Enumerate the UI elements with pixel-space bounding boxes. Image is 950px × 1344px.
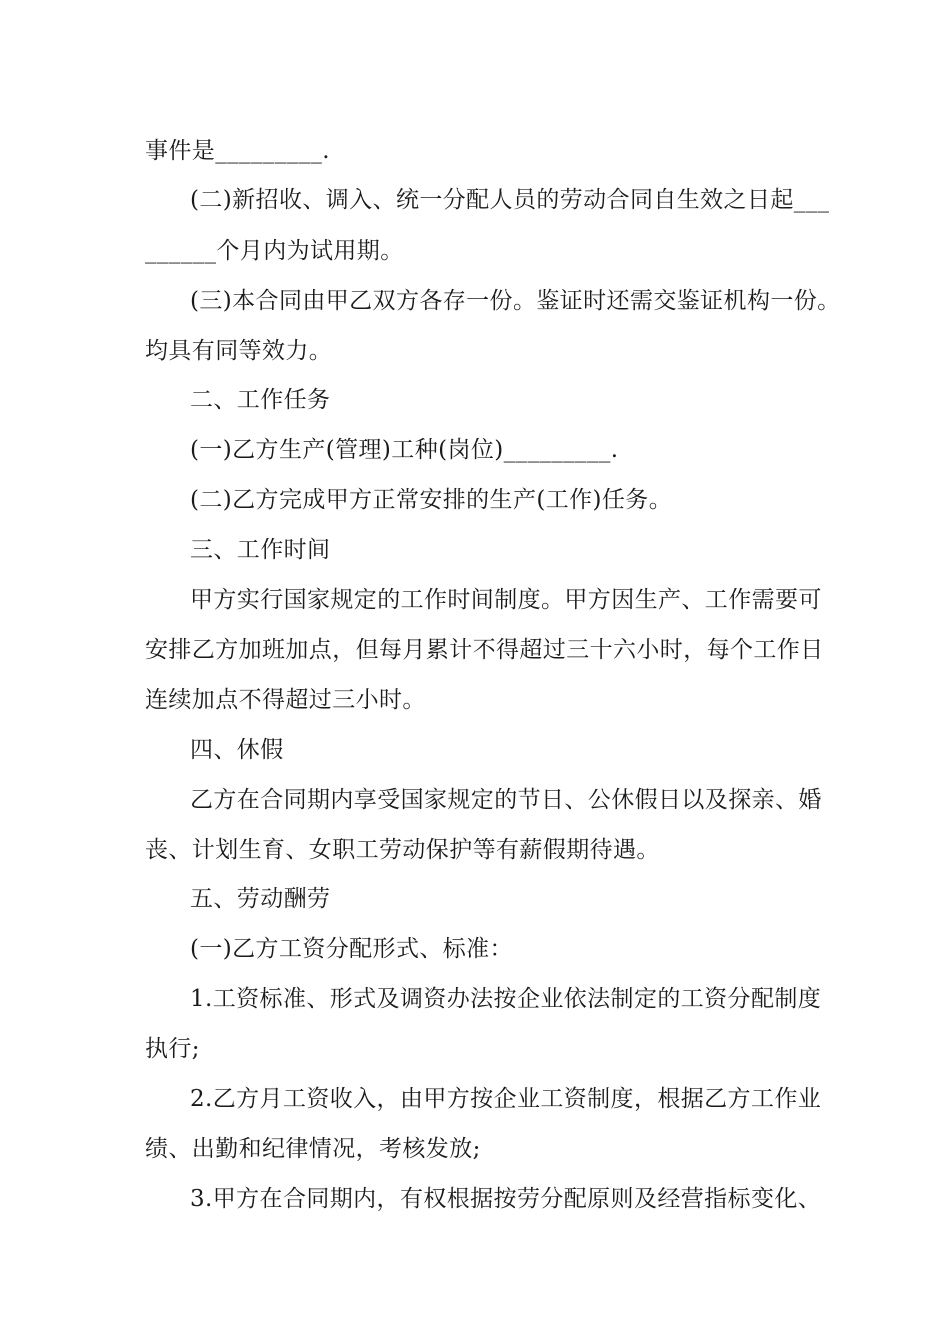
text-line: 2.乙方月工资收入，由甲方按企业工资制度，根据乙方工作业 [190, 1086, 822, 1112]
text-line: 1.工资标准、形式及调资办法按企业依法制定的工资分配制度 [190, 986, 822, 1012]
text-line: (二)乙方完成甲方正常安排的生产(工作)任务。 [190, 487, 673, 513]
text-line: (一)乙方生产(管理)工种(岗位)_________. [190, 437, 619, 463]
section-heading: 四、休假 [190, 737, 284, 763]
text-line: 绩、出勤和纪律情况，考核发放; [145, 1136, 481, 1162]
text-line: 乙方在合同期内享受国家规定的节日、公休假日以及探亲、婚 [190, 787, 822, 813]
text-line: (二)新招收、调入、统一分配人员的劳动合同自生效之日起___ [190, 187, 830, 213]
text-line: 甲方实行国家规定的工作时间制度。甲方因生产、工作需要可 [190, 587, 822, 613]
text-line: 均具有同等效力。 [145, 338, 333, 364]
text-line: 执行; [145, 1036, 200, 1062]
section-heading: 二、工作任务 [190, 387, 331, 413]
text-line: (三)本合同由甲乙双方各存一份。鉴证时还需交鉴证机构一份。 [190, 288, 841, 314]
section-heading: 五、劳动酬劳 [190, 886, 331, 912]
section-heading: 三、工作时间 [190, 537, 331, 563]
text-line: 3.甲方在合同期内，有权根据按劳分配原则及经营指标变化、 [190, 1186, 822, 1212]
text-line: (一)乙方工资分配形式、标准： [190, 936, 513, 962]
text-line: 安排乙方加班加点，但每月累计不得超过三十六小时，每个工作日 [145, 637, 824, 663]
text-line: 事件是_________. [145, 138, 331, 164]
text-line: 丧、计划生育、女职工劳动保护等有薪假期待遇。 [145, 837, 660, 863]
text-line: ______个月内为试用期。 [145, 238, 404, 264]
text-line: 连续加点不得超过三小时。 [145, 687, 426, 713]
